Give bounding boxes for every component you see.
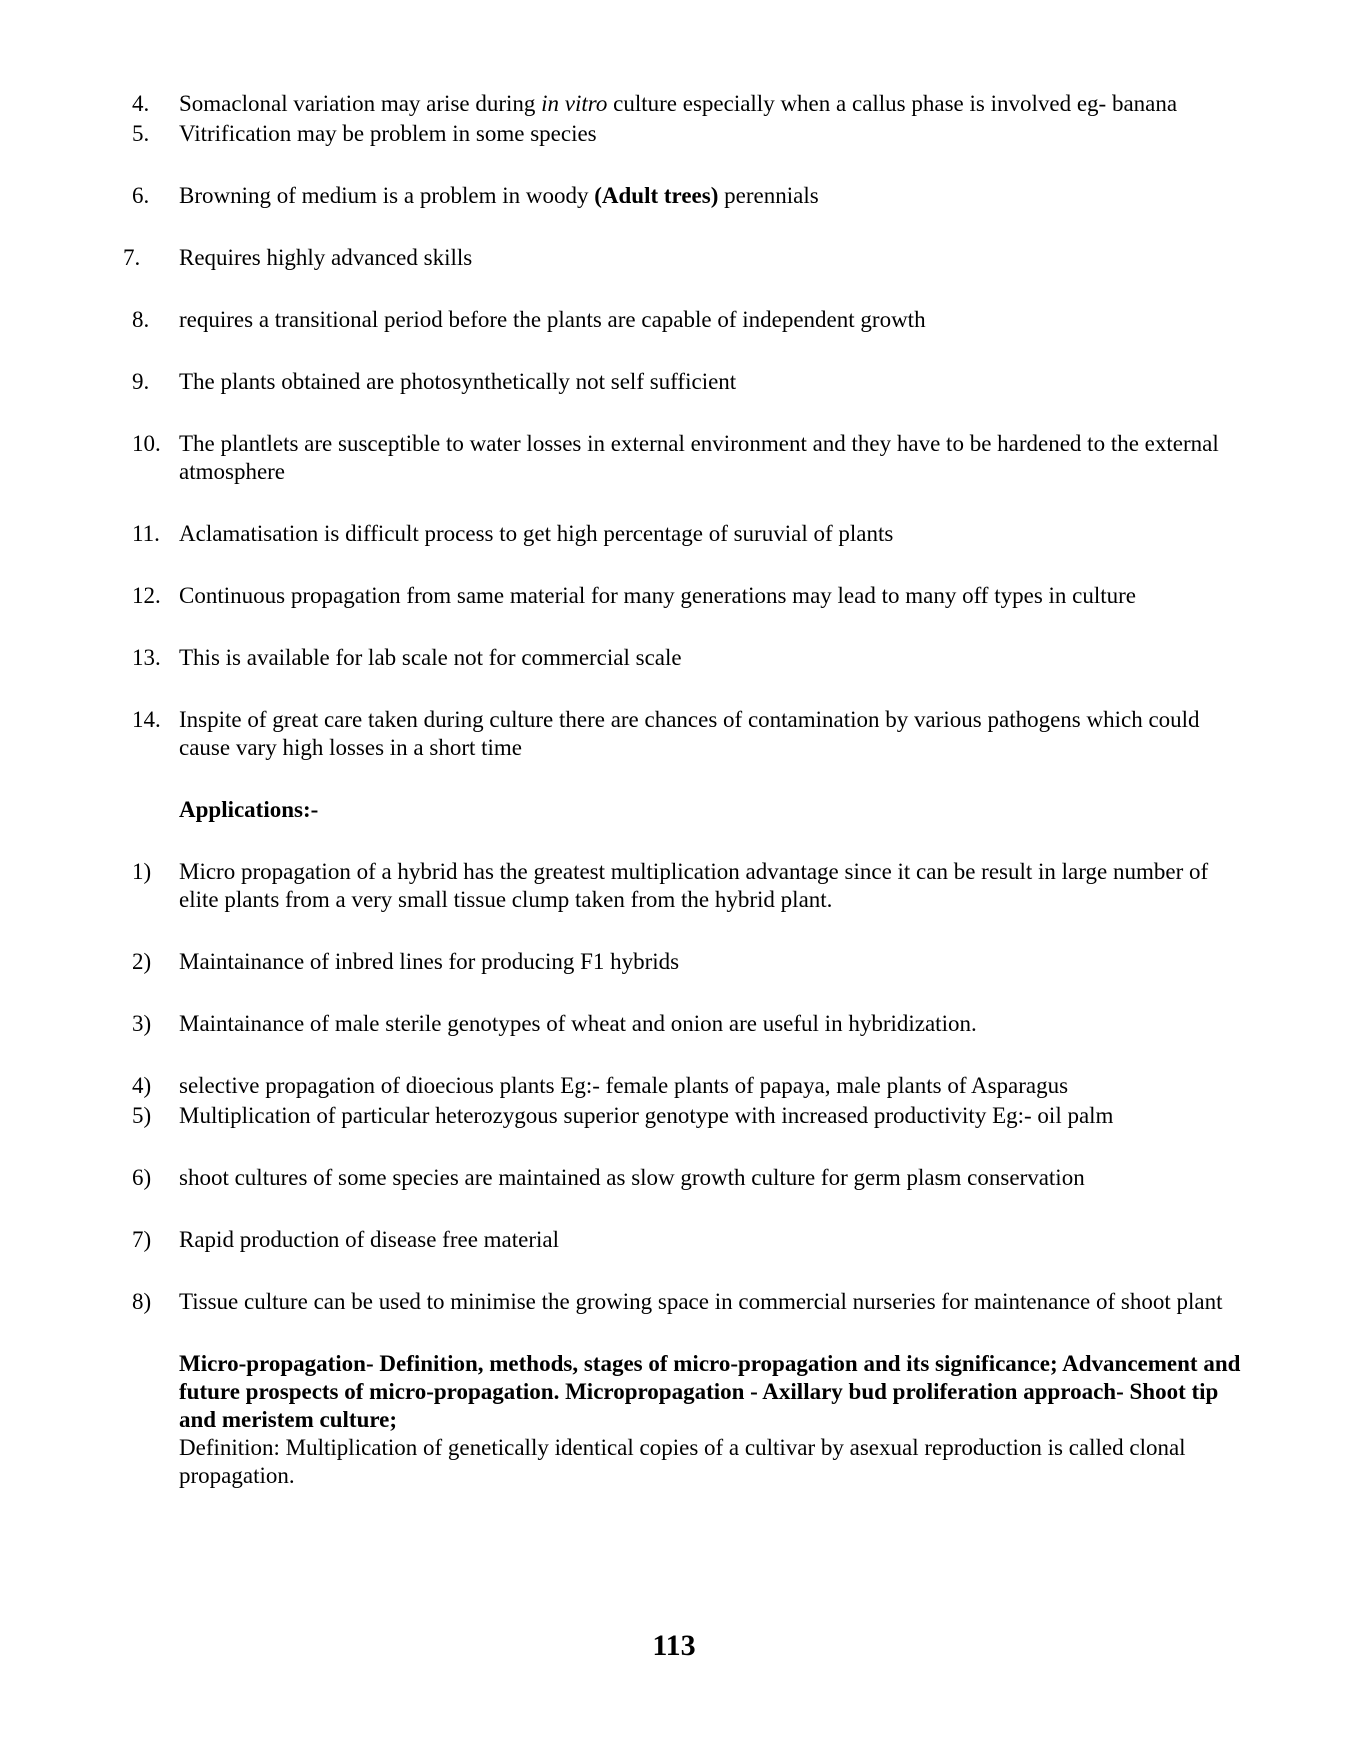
item-text: Aclamatisation is difficult process to get high percentage of suruvial of plants (179, 521, 894, 546)
list-item (132, 644, 1252, 672)
item-number: 4. (132, 91, 150, 116)
item-text: shoot cultures of some species are maintained as slow growth culture for germ plasm conservation (179, 1165, 1085, 1190)
item-number: 5) (132, 1103, 152, 1128)
item-text: selective propagation of dioecious plants Eg:- female plants of papaya, male plants of Asparagus (179, 1073, 1069, 1098)
item-text: Maintainance of male sterile genotypes of wheat and onion are useful in hybridization. (179, 1011, 977, 1036)
item-text: Multiplication of particular heterozygous superior genotype with increased productivity Eg:- oil palm (179, 1103, 1114, 1128)
item-number: 4) (132, 1073, 152, 1098)
micropropagation-heading: Micro-propagation- Definition, methods, stages of micro-propagation and its significance; Advancement and future prospects of micro-propagation. Micropropagation - Axillary bud proliferation approach- Shoot tip and meristem culture; (179, 1351, 1241, 1432)
item-text: Requires highly advanced skills (179, 245, 473, 270)
item-number: 8. (132, 307, 150, 332)
item-number: 11. (132, 521, 160, 546)
item-number: 14. (132, 707, 161, 732)
applications-heading: Applications:- (179, 797, 319, 822)
list-item (132, 1072, 1252, 1100)
item-text: Vitrification may be problem in some species (179, 121, 597, 146)
document-content (123, 90, 1252, 1490)
item-number: 5. (132, 121, 150, 146)
item-number: 3) (132, 1011, 152, 1036)
list-item (132, 1226, 1252, 1254)
item-number: 7) (132, 1227, 152, 1252)
item-text: The plantlets are susceptible to water losses in external environment and they have to be hardened to the external atmosphere (179, 431, 1219, 484)
list-item (132, 1288, 1252, 1316)
definition-text: Definition: Multiplication of genetically identical copies of a cultivar by asexual reproduction is called clonal propagation. (179, 1435, 1186, 1488)
text-segment: culture especially when a callus phase is involved eg- banana (607, 91, 1178, 116)
item-text: Micro propagation of a hybrid has the greatest multiplication advantage since it can be result in large number of elite plants from a very small tissue clump taken from the hybrid plant. (179, 859, 1209, 912)
list-item (132, 1010, 1252, 1038)
item-text (179, 90, 1252, 118)
list-item (132, 90, 1252, 118)
text-segment: Somaclonal variation may arise during (179, 91, 542, 116)
item-number: 9. (132, 369, 150, 394)
list-item (123, 244, 1252, 272)
bold-text-segment: (Adult trees) (594, 183, 719, 208)
item-text: The plants obtained are photosynthetically not self sufficient (179, 369, 737, 394)
list-item (132, 706, 1252, 762)
list-item (132, 306, 1252, 334)
item-number: 1) (132, 859, 152, 884)
applications-list (132, 858, 1252, 1316)
item-text: Continuous propagation from same material for many generations may lead to many off types in culture (179, 583, 1137, 608)
item-number: 6. (132, 183, 150, 208)
item-number: 12. (132, 583, 161, 608)
list-item (132, 1164, 1252, 1192)
list-item (132, 368, 1252, 396)
list-item (132, 182, 1252, 210)
list-item (132, 582, 1252, 610)
item-number: 10. (132, 431, 161, 456)
item-number: 7. (123, 245, 141, 270)
list-item (132, 520, 1252, 548)
italic-text-segment: in vitro (541, 91, 608, 116)
list-item (132, 948, 1252, 976)
item-text: Maintainance of inbred lines for producing F1 hybrids (179, 949, 680, 974)
item-text: requires a transitional period before the plants are capable of independent growth (179, 307, 926, 332)
item-text: This is available for lab scale not for commercial scale (179, 645, 682, 670)
list-item (132, 858, 1252, 914)
list-item (132, 1102, 1252, 1130)
page-number: 113 (652, 1629, 696, 1662)
item-text (179, 182, 1252, 210)
text-segment: Browning of medium is a problem in woody (179, 183, 595, 208)
disadvantages-list (123, 90, 1252, 762)
item-text: Rapid production of disease free material (179, 1227, 559, 1252)
list-item (132, 120, 1252, 148)
item-number: 8) (132, 1289, 152, 1314)
item-number: 2) (132, 949, 152, 974)
list-item (132, 430, 1252, 486)
item-text: Inspite of great care taken during culture there are chances of contamination by various pathogens which could cause vary high losses in a short time (179, 707, 1200, 760)
item-number: 13. (132, 645, 161, 670)
item-text: Tissue culture can be used to minimise the growing space in commercial nurseries for maintenance of shoot plant (179, 1289, 1223, 1314)
text-segment: perennials (718, 183, 819, 208)
item-number: 6) (132, 1165, 152, 1190)
